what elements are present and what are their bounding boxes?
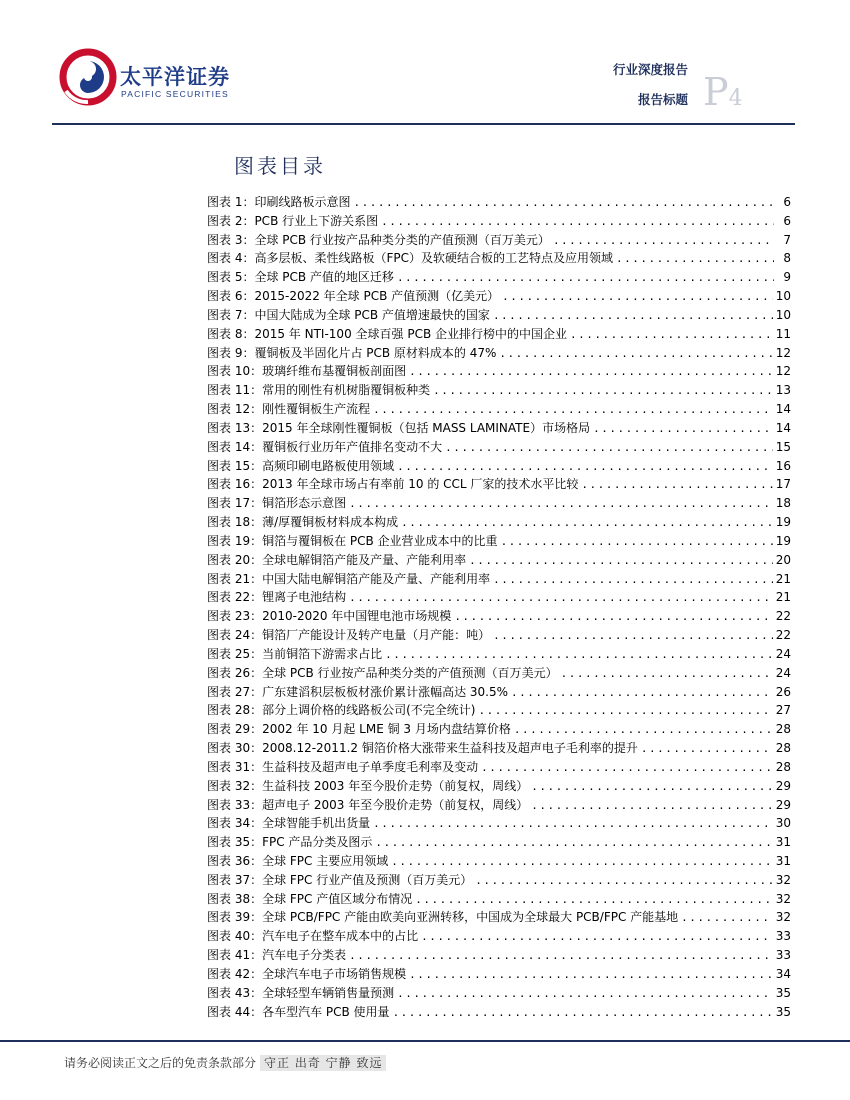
toc-entry[interactable] — [207, 833, 791, 852]
toc-leader-dots — [502, 288, 773, 306]
toc-leader-dots — [493, 571, 773, 589]
toc-leader-dots — [397, 985, 773, 1003]
toc-entry[interactable] — [207, 513, 791, 532]
toc-leader-dots — [397, 269, 774, 287]
toc-entry-label: 图表 16：2013 年全球市场占有率前 10 的 CCL 厂家的技术水平比较 — [207, 477, 579, 492]
toc-entry-page: 16 — [775, 458, 791, 473]
toc-entry-page: 33 — [775, 929, 791, 944]
toc-entry[interactable] — [207, 287, 791, 306]
toc-leader-dots — [409, 966, 773, 984]
toc-entry[interactable] — [207, 551, 791, 570]
toc-leader-dots — [445, 439, 773, 457]
toc-title: 图表目录 — [234, 154, 326, 178]
toc-leader-dots — [349, 495, 773, 513]
toc-leader-dots — [433, 382, 773, 400]
toc-leader-dots — [375, 834, 772, 852]
toc-entry-label: 图表 27：广东建滔积层板板材涨价累计涨幅高达 30.5% — [207, 684, 509, 699]
toc-entry-page: 19 — [775, 515, 791, 530]
toc-entry-label: 图表 22：锂离子电池结构 — [207, 590, 347, 605]
toc-entry-label: 图表 19：铜箔与覆铜板在 PCB 企业营业成本中的比重 — [207, 533, 498, 548]
toc-entry[interactable] — [207, 570, 791, 589]
toc-leader-dots — [381, 213, 774, 231]
toc-leader-dots — [409, 363, 773, 381]
toc-leader-dots — [373, 401, 773, 419]
toc-entry[interactable] — [207, 739, 791, 758]
toc-entry-label: 图表 9：覆铜板及半固化片占 PCB 原材料成本的 47% — [207, 345, 497, 360]
footer-motto: 守正 出奇 宁静 致远 — [260, 1055, 386, 1071]
toc-entry-label: 图表 21：中国大陆电解铜箔产能及产量、产能利用率 — [207, 571, 491, 586]
footer-divider — [0, 1040, 850, 1042]
toc-entry[interactable] — [207, 419, 791, 438]
toc-entry-label: 图表 18：薄/厚覆铜板材料成本构成 — [207, 515, 399, 530]
toc-entry-page: 21 — [775, 590, 791, 605]
toc-entry[interactable] — [207, 664, 791, 683]
toc-entry-label: 图表 11：常用的刚性有机树脂覆铜板种类 — [207, 383, 431, 398]
toc-leader-dots — [493, 627, 773, 645]
toc-entry[interactable] — [207, 814, 791, 833]
toc-leader-dots — [401, 514, 773, 532]
toc-entry[interactable] — [207, 720, 791, 739]
toc-entry-page: 34 — [775, 966, 791, 981]
toc-entry-label: 图表 17：铜箔形态示意图 — [207, 496, 347, 511]
toc-entry-page: 32 — [775, 872, 791, 887]
toc-entry-label: 图表 14：覆铜板行业历年产值排名变动不大 — [207, 439, 443, 454]
page-number — [703, 70, 763, 114]
toc-entry[interactable] — [207, 400, 791, 419]
toc-entry-label: 图表 32：生益科技 2003 年至今股价走势（前复权，周线） — [207, 778, 529, 793]
toc-entry[interactable] — [207, 626, 791, 645]
toc-entry[interactable] — [207, 645, 791, 664]
toc-entry-label: 图表 8：2015 年 NTI-100 全球百强 PCB 企业排行榜中的中国企业 — [207, 326, 567, 341]
toc-leader-dots — [475, 872, 772, 890]
toc-entry-label: 图表 38：全球 FPC 产值区域分布情况 — [207, 891, 413, 906]
toc-leader-dots — [454, 608, 772, 626]
toc-leader-dots — [493, 307, 773, 325]
toc-leader-dots — [641, 740, 773, 758]
toc-entry-label: 图表 37：全球 FPC 行业产值及预测（百万美元） — [207, 872, 473, 887]
toc-leader-dots — [353, 194, 774, 212]
toc-entry-page: 20 — [775, 552, 791, 567]
toc-entry-page: 8 — [783, 251, 791, 266]
toc-leader-dots — [481, 759, 773, 777]
toc-entry-page: 26 — [775, 684, 791, 699]
toc-entry[interactable] — [207, 852, 791, 871]
toc-entry[interactable] — [207, 457, 791, 476]
toc-leader-dots — [531, 797, 772, 815]
toc-leader-dots — [681, 909, 773, 927]
toc-entry[interactable] — [207, 777, 791, 796]
toc-leader-dots — [349, 947, 773, 965]
toc-entry-label: 图表 31：生益科技及超声电子单季度毛利率及变动 — [207, 759, 479, 774]
toc-entry-label: 图表 15：高频印刷电路板使用领域 — [207, 458, 395, 473]
toc-leader-dots — [511, 684, 773, 702]
toc-entry-page: 24 — [775, 646, 791, 661]
toc-entry-label: 图表 34：全球智能手机出货量 — [207, 816, 371, 831]
toc-entry-label: 图表 44：各车型汽车 PCB 使用量 — [207, 1004, 390, 1019]
toc-entry-label: 图表 20：全球电解铜箔产能及产量、产能利用率 — [207, 552, 467, 567]
toc-leader-dots — [553, 232, 774, 250]
toc-entry-page: 32 — [775, 891, 791, 906]
toc-entry-page: 21 — [775, 571, 791, 586]
toc-leader-dots — [391, 853, 772, 871]
toc-leader-dots — [421, 928, 773, 946]
toc-entry-page: 6 — [783, 195, 791, 209]
toc-leader-dots — [593, 420, 773, 438]
toc-entry-page: 10 — [775, 307, 791, 322]
toc-entry-page: 28 — [775, 759, 791, 774]
toc-entry-page: 10 — [775, 289, 791, 304]
toc-entry-label: 图表 43：全球轻型车辆销售量预测 — [207, 985, 395, 1000]
toc-entry[interactable] — [207, 965, 791, 984]
toc-leader-dots — [499, 345, 772, 363]
header-divider — [52, 123, 795, 125]
toc-entry[interactable] — [207, 532, 791, 551]
footer-disclaimer: 请务必阅读正文之后的免责条款部分 — [64, 1056, 257, 1070]
toc-entry[interactable] — [207, 475, 791, 494]
toc-leader-dots — [349, 589, 773, 607]
toc-entry-page: 19 — [775, 533, 791, 548]
toc-entry-label: 图表 1：印刷线路板示意图 — [207, 195, 351, 209]
toc-entry[interactable] — [207, 984, 791, 1003]
toc-entry-page: 22 — [775, 628, 791, 643]
toc-entry[interactable] — [207, 927, 791, 946]
toc-entry-page: 24 — [775, 665, 791, 680]
toc-entry-page: 6 — [783, 213, 791, 228]
toc-entry-page: 14 — [775, 402, 791, 417]
report-title: 报告标题 — [637, 92, 688, 107]
toc-entry-label: 图表 28：部分上调价格的线路板公司(不完全统计) — [207, 703, 476, 718]
toc-entry-page: 9 — [783, 270, 791, 285]
toc-entry-page: 11 — [775, 326, 791, 341]
toc-entry[interactable] — [207, 908, 791, 927]
toc-entry[interactable] — [207, 212, 791, 231]
toc-entry[interactable] — [207, 946, 791, 965]
toc-entry-label: 图表 25：当前铜箔下游需求占比 — [207, 646, 383, 661]
toc-entry-label: 图表 4：高多层板、柔性线路板（FPC）及软硬结合板的工艺特点及应用领域 — [207, 251, 613, 266]
toc-entry-page: 28 — [775, 741, 791, 756]
toc-entry-page: 12 — [775, 345, 791, 360]
toc-entry[interactable] — [207, 494, 791, 513]
toc-entry-label: 图表 12：刚性覆铜板生产流程 — [207, 402, 371, 417]
toc-entry-page: 33 — [775, 948, 791, 963]
toc-entry-label: 图表 36：全球 FPC 主要应用领域 — [207, 853, 389, 868]
toc-entry[interactable] — [207, 268, 791, 287]
toc-leader-dots — [531, 778, 772, 796]
toc-entry[interactable] — [207, 306, 791, 325]
toc-entry-label: 图表 35：FPC 产品分类及图示 — [207, 835, 373, 850]
toc-entry-page: 32 — [775, 910, 791, 925]
toc-entry[interactable] — [207, 362, 791, 381]
toc-entry-page: 22 — [775, 609, 791, 624]
toc-entry-page: 30 — [775, 816, 791, 831]
toc-entry[interactable] — [207, 588, 791, 607]
toc-leader-dots — [570, 326, 773, 344]
brand-name-en: PACIFIC SECURITIES — [121, 89, 229, 99]
toc-entry[interactable] — [207, 344, 791, 363]
toc-entry-label: 图表 33：超声电子 2003 年至今股价走势（前复权，周线） — [207, 797, 529, 812]
toc-entry-page: 7 — [783, 232, 791, 247]
toc-entry[interactable] — [207, 438, 791, 457]
toc-entry[interactable] — [207, 683, 791, 702]
toc-leader-dots — [469, 552, 773, 570]
toc-entry-page: 35 — [775, 985, 791, 1000]
toc-leader-dots — [393, 1004, 773, 1022]
toc-entry-label: 图表 2：PCB 行业上下游关系图 — [207, 213, 379, 228]
toc-entry-label: 图表 29：2002 年 10 月起 LME 铜 3 月场内盘结算价格 — [207, 722, 511, 737]
page-digit: 4 — [728, 86, 743, 111]
footer — [64, 1054, 386, 1071]
toc-leader-dots — [581, 476, 772, 494]
toc-leader-dots — [415, 891, 772, 909]
toc-entry-label: 图表 6：2015-2022 年全球 PCB 产值预测（亿美元） — [207, 289, 500, 304]
toc-entry[interactable] — [207, 871, 791, 890]
toc-leader-dots — [397, 458, 773, 476]
toc-entry-page: 12 — [775, 364, 791, 379]
toc-entry-label: 图表 13：2015 年全球刚性覆铜板（包括 MASS LAMINATE）市场格局 — [207, 420, 591, 435]
toc-entry[interactable] — [207, 249, 791, 268]
toc-list — [207, 193, 791, 1021]
pacific-securities-logo-icon — [58, 47, 118, 107]
toc-entry-label: 图表 42：全球汽车电子市场销售规模 — [207, 966, 407, 981]
toc-entry[interactable] — [207, 193, 791, 212]
toc-entry-page: 18 — [775, 496, 791, 511]
toc-entry[interactable] — [207, 796, 791, 815]
report-type: 行业深度报告 — [612, 62, 688, 77]
toc-entry[interactable] — [207, 325, 791, 344]
toc-entry-page: 29 — [775, 797, 791, 812]
toc-leader-dots — [616, 250, 774, 268]
toc-leader-dots — [514, 721, 773, 739]
company-logo — [58, 47, 258, 107]
toc-entry-label: 图表 40：汽车电子在整车成本中的占比 — [207, 929, 419, 944]
toc-entry-label: 图表 26：全球 PCB 行业按产品种类分类的产值预测（百万美元） — [207, 665, 558, 680]
toc-entry-label: 图表 7：中国大陆成为全球 PCB 产值增速最快的国家 — [207, 307, 490, 322]
toc-leader-dots — [501, 533, 773, 551]
toc-entry-page: 13 — [775, 383, 791, 398]
toc-entry[interactable] — [207, 607, 791, 626]
toc-entry[interactable] — [207, 758, 791, 777]
toc-entry-page: 17 — [775, 477, 791, 492]
toc-entry-page: 31 — [775, 853, 791, 868]
toc-leader-dots — [561, 665, 773, 683]
toc-leader-dots — [373, 815, 773, 833]
toc-entry-page: 27 — [775, 703, 791, 718]
toc-entry-page: 14 — [775, 420, 791, 435]
toc-leader-dots — [385, 646, 773, 664]
toc-entry-label: 图表 23：2010-2020 年中国锂电池市场规模 — [207, 609, 452, 624]
brand-name-cn: 太平洋证券 — [120, 65, 230, 89]
toc-entry-page: 35 — [775, 1004, 791, 1019]
page-letter: P — [703, 70, 729, 114]
toc-leader-dots — [478, 702, 772, 720]
toc-entry-label: 图表 41：汽车电子分类表 — [207, 948, 347, 963]
toc-entry-label: 图表 5：全球 PCB 产值的地区迁移 — [207, 270, 394, 285]
toc-entry-label: 图表 39：全球 PCB/FPC 产能由欧美向亚洲转移，中国成为全球最大 PCB/FPC 产能基地 — [207, 910, 679, 925]
toc-entry-page: 31 — [775, 835, 791, 850]
toc-entry-label: 图表 3：全球 PCB 行业按产品种类分类的产值预测（百万美元） — [207, 232, 550, 247]
toc-entry[interactable] — [207, 231, 791, 250]
toc-entry[interactable] — [207, 381, 791, 400]
toc-entry-label: 图表 10：玻璃纤维布基覆铜板剖面图 — [207, 364, 407, 379]
toc-entry-label: 图表 24：铜箔厂产能设计及转产电量（月产能：吨） — [207, 628, 491, 643]
toc-entry-page: 29 — [775, 778, 791, 793]
toc-entry[interactable] — [207, 701, 791, 720]
toc-entry-page: 28 — [775, 722, 791, 737]
toc-entry[interactable] — [207, 890, 791, 909]
toc-entry-label: 图表 30：2008.12-2011.2 铜箔价格大涨带来生益科技及超声电子毛利率的提升 — [207, 741, 638, 756]
toc-entry-page: 15 — [775, 439, 791, 454]
toc-entry[interactable] — [207, 1003, 791, 1022]
